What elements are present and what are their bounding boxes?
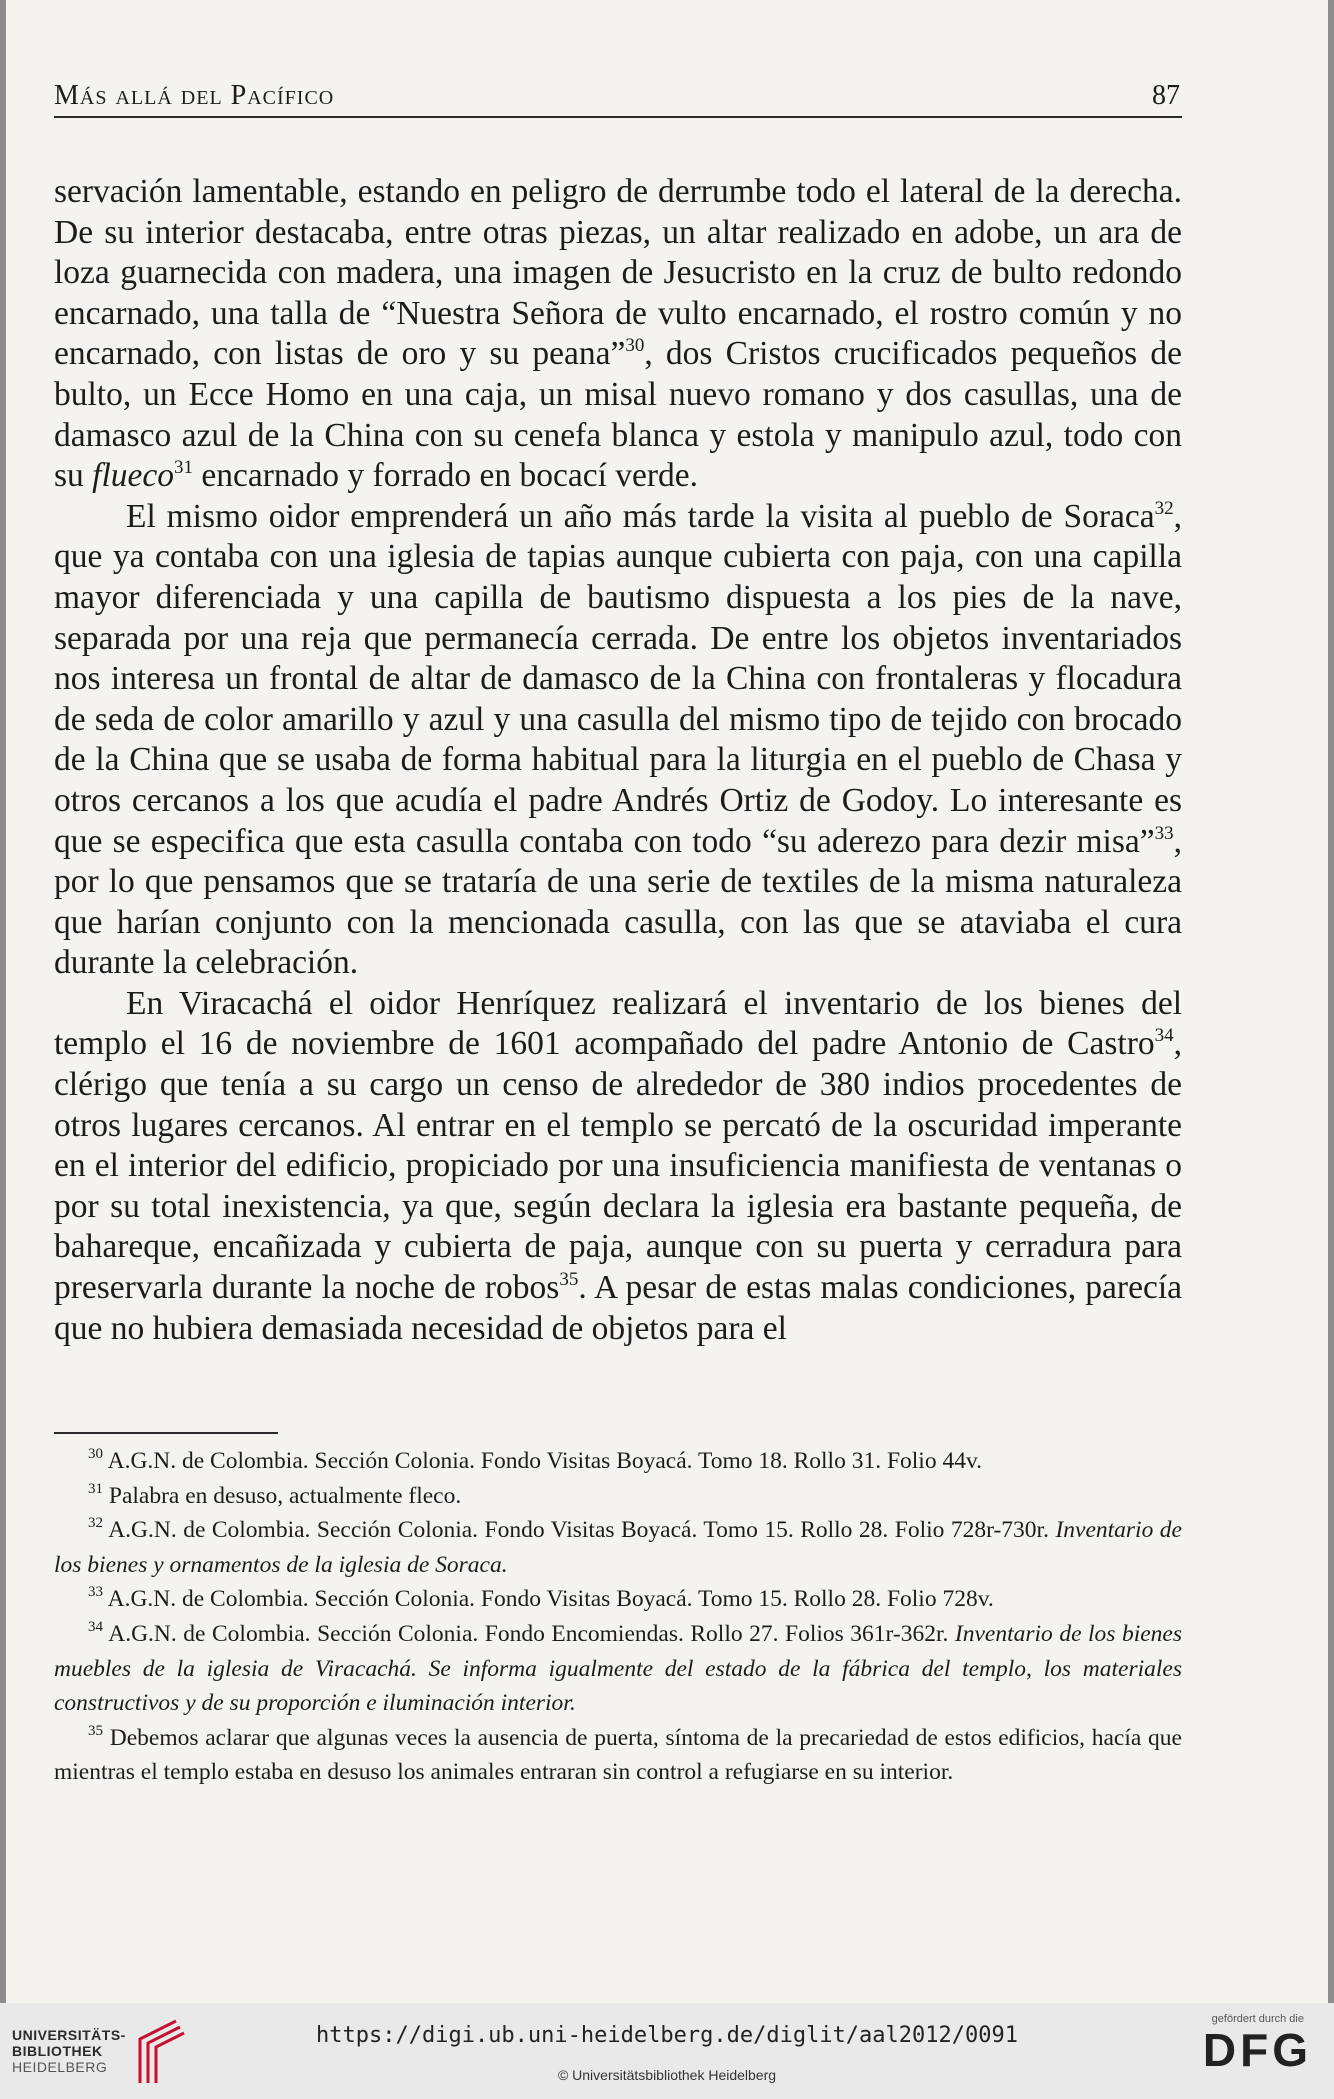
footer-bar (0, 2003, 1334, 2099)
running-title: Más allá del Pacífico (54, 80, 335, 111)
library-logo[interactable]: UNIVERSITÄTS- BIBLIOTHEK HEIDELBERG (12, 2027, 126, 2075)
permalink-url[interactable]: https://digi.ub.uni-heidelberg.de/diglit/aal2012/0091 (316, 2023, 1018, 2048)
footnote-ref-35[interactable]: 35 (559, 1269, 579, 1291)
body-text (54, 172, 1182, 1349)
copyright-notice: © Universitätsbibliothek Heidelberg (557, 2067, 777, 2083)
footnote-ref-32[interactable]: 32 (1154, 497, 1174, 519)
footnote-divider (54, 1432, 278, 1434)
footnote-32: $^{32}$ A.G.N. de Colombia. Sección Colonia. Fondo Visitas Boyacá. Tomo 15. Rollo 28. Folio 728r-730r. Inventario de los bienes y ornamentos de la iglesia de Soraca. (54, 1515, 1182, 1578)
paragraph-1: servación lamentable, estando en peligro de derrumbe todo el lateral de la derecha. De su interior destacaba, entre otras piezas, un altar realizado en adobe, un ara de loza guarnecida con madera, una imagen de Jesucristo en la cruz de bulto redondo encarnado, una talla de “Nuestra Señora de vulto encarnado, el rostro común y no encarnado, con listas de oro y su peana”$^{30}$, dos Cristos crucificados pequeños de bulto, un Ecce Homo en una caja, un misal nuevo romano y dos casullas, una de damasco azul de la China con su cenefa blanca y estola y manipulo azul, todo con su flueco$^{31}$ encarnado y forrado en bocací verde. (54, 173, 1182, 495)
running-header (54, 76, 1182, 118)
footnote-31: $^{31}$ Palabra en desuso, actualmente fleco. (88, 1480, 462, 1509)
footnote-ref-30[interactable]: 30 (625, 335, 645, 357)
italic-term: flueco (92, 457, 175, 495)
footnote-ref-31[interactable]: 31 (174, 457, 194, 479)
footnote-35: $^{35}$ Debemos aclarar que algunas veces la ausencia de puerta, síntoma de la precariedad de estos edificios, hacía que mientras el templo estaba en desuso los animales entraran sin control a refugiarse en su interior. (54, 1722, 1182, 1786)
scanned-page (6, 0, 1328, 2003)
paragraph-3: En Viracachá el oidor Henríquez realizará el inventario de los bienes del templo el 16 de noviembre de 1601 acompañado del padre Antonio de Castro$^{34}$, clérigo que tenía a su cargo un censo de alrededor de 380 indios procedentes de otros lugares cercanos. Al entrar en el templo se percató de la oscuridad imperante en el interior del edificio, propiciado por una insuficiencia manifiesta de ventanas o por su total inexistencia, ya que, según declara la iglesia era bastante pequeña, de bahareque, encañizada y cubierta de paja, aunque con su puerta y cerradura para preservarla durante la noche de robos$^{35}$. A pesar de estas malas condiciones, parecía que no hubiera demasiada necesidad de objetos para el (54, 984, 1182, 1347)
footnote-ref-34[interactable]: 34 (1154, 1025, 1174, 1047)
footnote-33: $^{33}$ A.G.N. de Colombia. Sección Colonia. Fondo Visitas Boyacá. Tomo 15. Rollo 28. Folio 728v. (88, 1584, 994, 1613)
page-number: 87 (1152, 80, 1180, 111)
footnote-34: $^{34}$ A.G.N. de Colombia. Sección Colonia. Fondo Encomiendas. Rollo 27. Folios 361r-362r. Inventario de los bienes muebles de la iglesia de Viracachá. Se informa igualmente del estado de la fábrica del templo, los materiales constructivos y de su proporción e iluminación interior. (54, 1618, 1182, 1717)
footnote-ref-33[interactable]: 33 (1154, 822, 1174, 844)
dfg-logo[interactable]: gefördert durch die DFG (1202, 2013, 1312, 2076)
paragraph-2: El mismo oidor emprenderá un año más tarde la visita al pueblo de Soraca$^{32}$, que ya contaba con una iglesia de tapias aunque cubierta con paja, con una capilla mayor diferenciada y una capilla de bautismo dispuesta a los pies de la nave, separada por una reja que permanecía cerrada. De entre los objetos inventariados nos interesa un frontal de altar de damasco de la China con frontaleras y flocadura de seda de color amarillo y azul y una casulla del mismo tipo de tejido con brocado de la China que se usaba de forma habitual para la liturgia en el pueblo de Chasa y otros cercanos a los que acudía el padre Andrés Ortiz de Godoy. Lo interesante es que se especifica que esta casulla contaba con todo “su aderezo para dezir misa”$^{33}$, por lo que pensamos que se trataría de una serie de textiles de la misma naturaleza que harían conjunto con la mencionada casulla, con las que se ataviaba el cura durante la celebración. (54, 497, 1182, 982)
footnote-30: $^{30}$ A.G.N. de Colombia. Sección Colonia. Fondo Visitas Boyacá. Tomo 18. Rollo 31. Folio 44v. (88, 1446, 983, 1474)
footnotes (54, 1444, 1182, 1790)
